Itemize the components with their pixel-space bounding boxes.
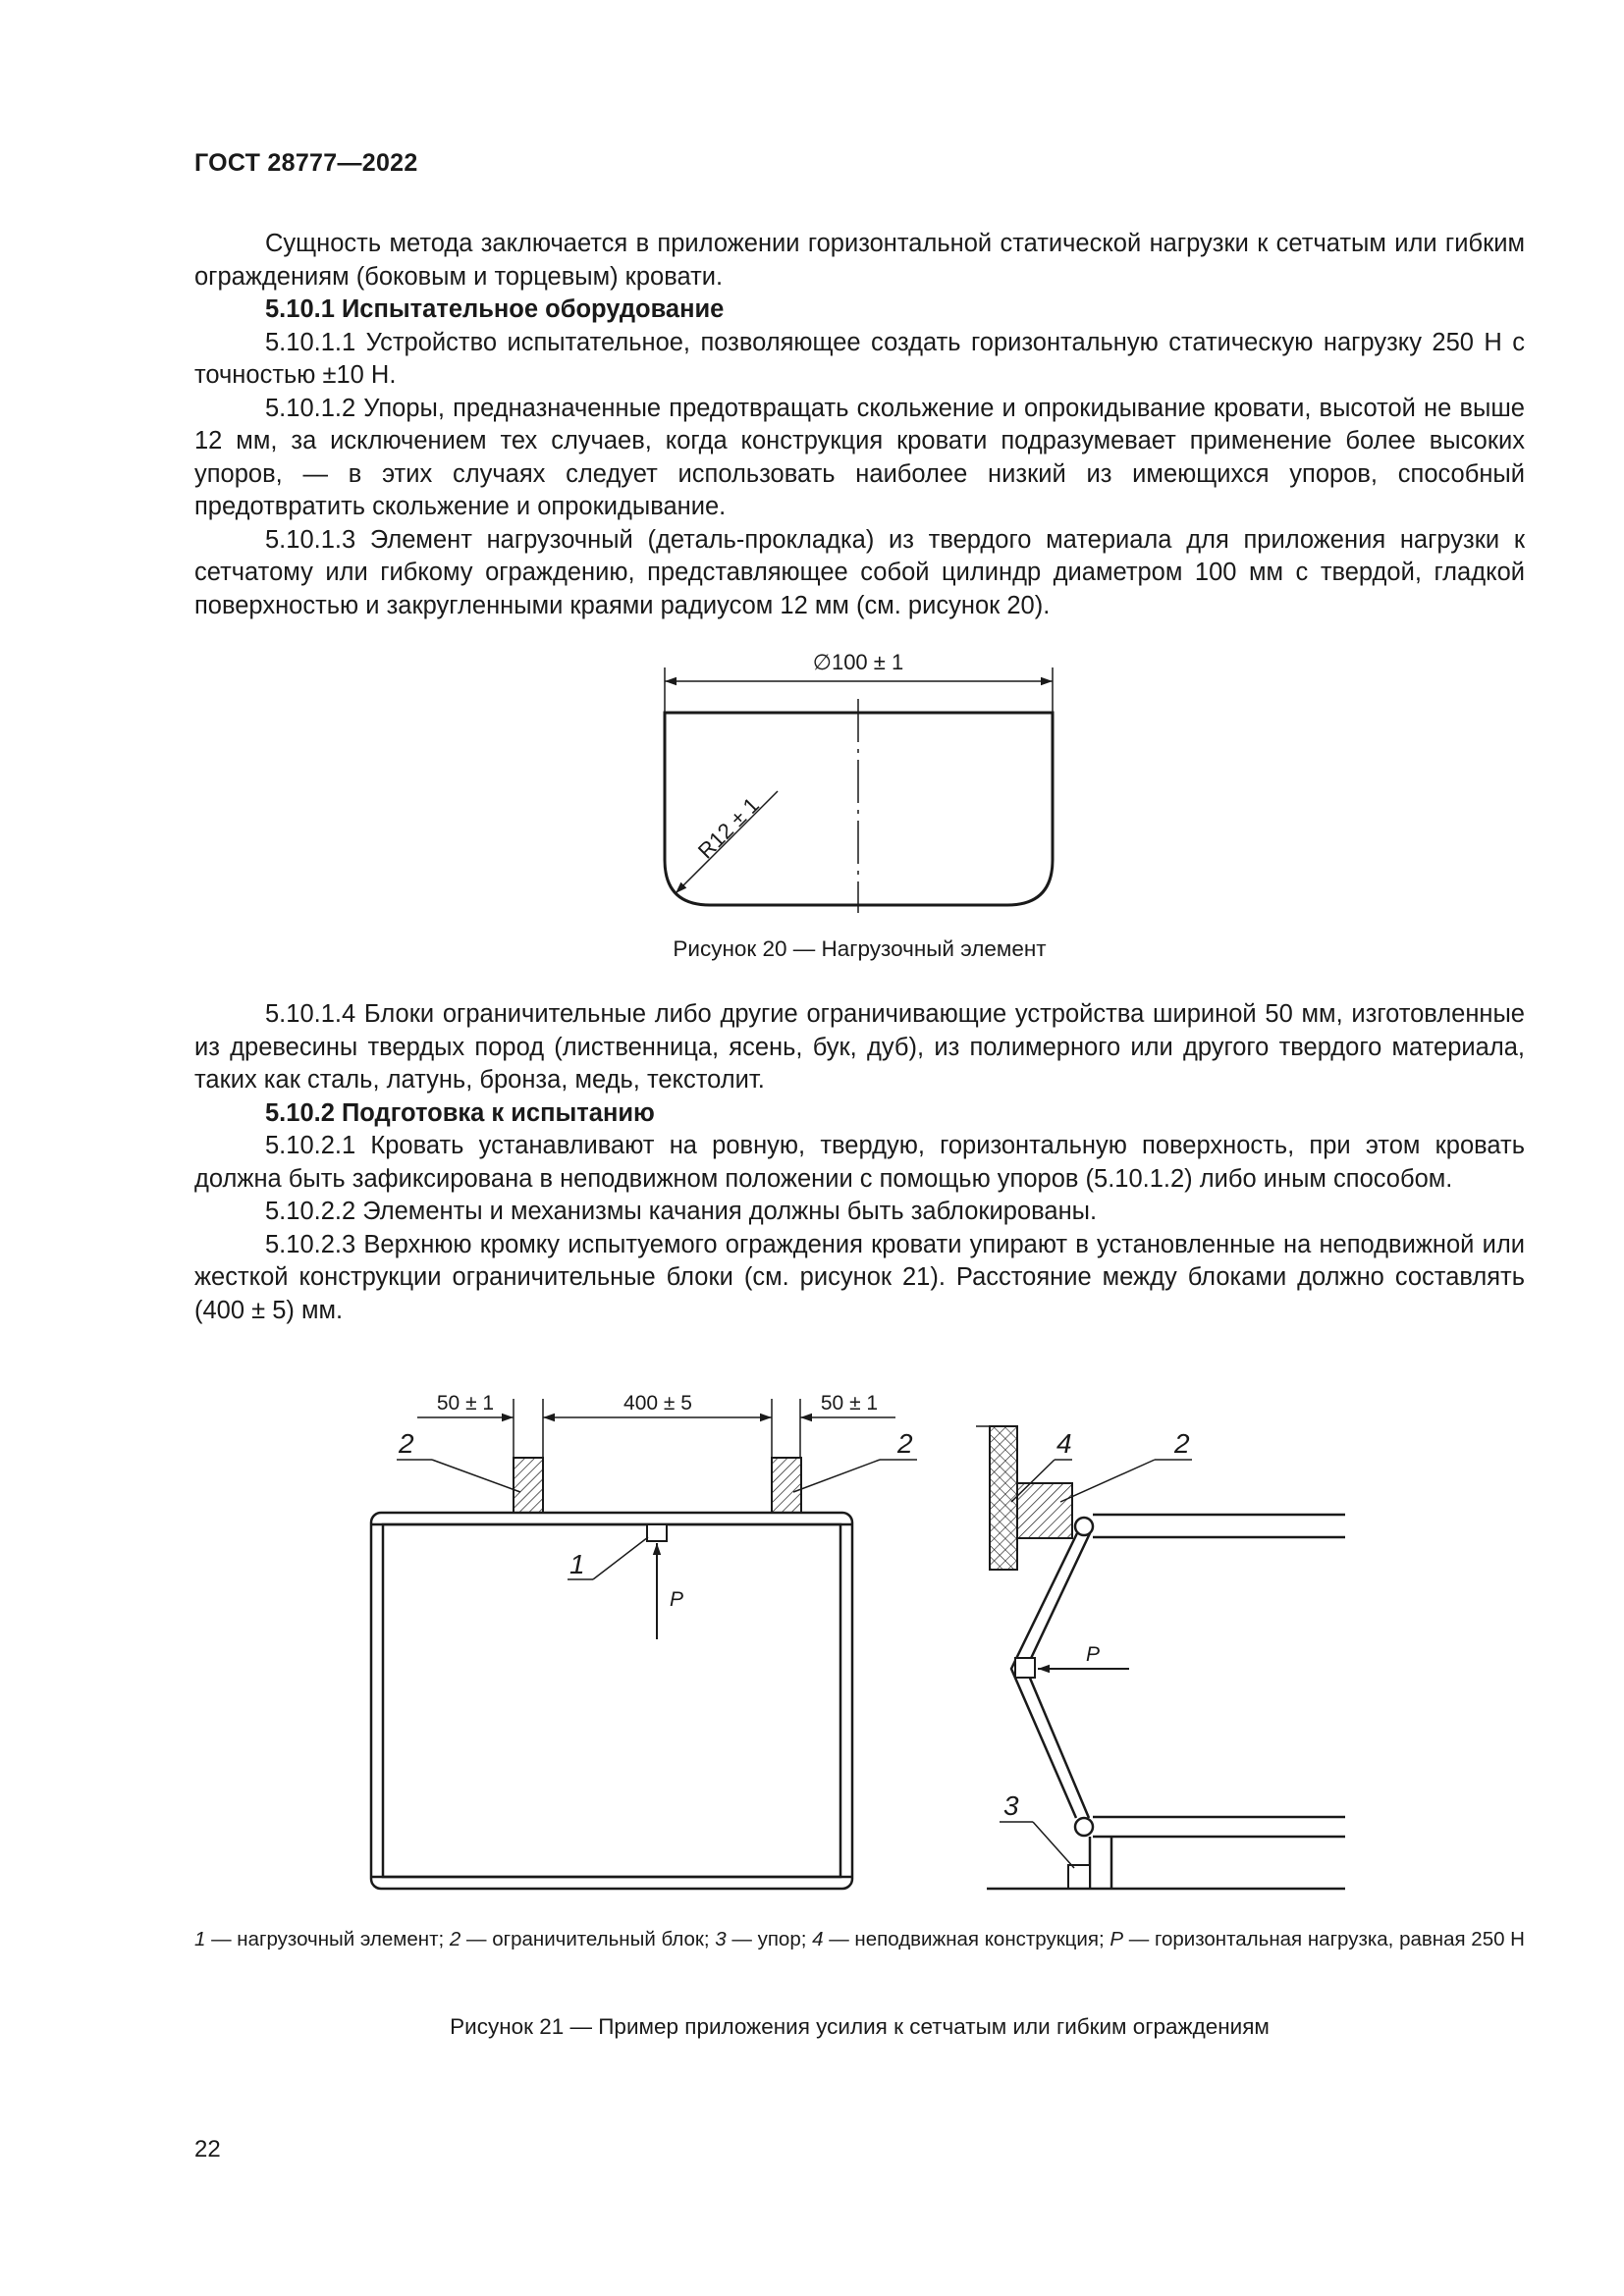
legend-text-1: — нагрузочный элемент; [205, 1928, 450, 1950]
dim-radius-label: R12 ± 1 [692, 792, 764, 864]
paragraph: 5.10.1.2 Упоры, предназначенные предотвращать скольжение и опрокидывание кровати, высотой не выше 12 мм, за исключением тех случаев, когда конструкция кровати подразумевает применение более высоких упоров, — в этих случаях следует использовать наиболее низкий из имеющихся упоров, способный предотвратить скольжение и опрокидывание. [194, 394, 1525, 520]
paragraph: 5.10.2.1 Кровать устанавливают на ровную, твердую, горизонтальную поверхность, при этом кровать должна быть зафиксирована в неподвижном положении с помощью упоров (5.10.1.2) либо иным способом. [194, 1132, 1525, 1193]
paragraph: 5.10.1.1 Устройство испытательное, позволяющее создать горизонтальную статическую нагрузку 250 Н с точностью ±10 Н. [194, 328, 1525, 389]
legend-num-1: 1 [194, 1928, 206, 1950]
leader-2-side-diag [1060, 1460, 1155, 1502]
figure-21-caption: Рисунок 21 — Пример приложения усилия к сетчатым или гибким ограждениям [450, 2014, 1270, 2039]
label-2-side: 2 [1174, 1428, 1190, 1459]
load-element-square [647, 1524, 667, 1541]
leader-1-diag [593, 1537, 648, 1579]
figure-21-drawing [0, 1374, 1624, 1904]
legend-text-4: — неподвижная конструкция; [823, 1928, 1110, 1950]
paragraph: 5.10.2.2 Элементы и механизмы качания должны быть заблокированы. [265, 1198, 1098, 1225]
paragraph: 5.10.2.3 Верхнюю кромку испытуемого ограждения кровати упирают в установленные на неподвижной или жесткой конструкции ограничительные блоки (см. рисунок 21). Расстояние между блоками должно составлять (400 ± 5) мм. [194, 1230, 1525, 1324]
leader-2-left-diag [432, 1460, 520, 1492]
legend-num-4: 4 [812, 1928, 824, 1950]
label-1: 1 [569, 1549, 585, 1579]
dim-middle-label: 400 ± 5 [623, 1392, 692, 1415]
paragraph: Сущность метода заключается в приложении горизонтальной статической нагрузки к сетчатым или гибким ограждениям (боковым и торцевым) кровати. [194, 230, 1525, 291]
hinge-bottom [1075, 1818, 1093, 1836]
dim-diameter-label: ∅100 ± 1 [812, 650, 904, 674]
label-2-right: 2 [897, 1428, 913, 1459]
leader-2-right-diag [793, 1460, 880, 1492]
section-heading: 5.10.2 Подготовка к испытанию [265, 1098, 655, 1127]
limiting-block-left [514, 1458, 543, 1513]
figure-20-drawing [0, 0, 1624, 982]
hinge-top [1075, 1518, 1093, 1535]
label-4: 4 [1056, 1428, 1072, 1459]
stop-block [1068, 1865, 1090, 1889]
legend-text-p: — горизонтальная нагрузка, равная 250 Н [1123, 1928, 1525, 1950]
figure-21-legend [194, 1926, 1525, 1953]
paragraph: 5.10.1.3 Элемент нагрузочный (деталь-прокладка) из твердого материала для приложения нагрузки к сетчатому или гибкому ограждению, представляющее собой цилиндр диаметром 100 мм с твердой, гладкой поверхностью и закругленными краями радиусом 12 мм (см. рисунок 20). [194, 525, 1525, 619]
dim-left-label: 50 ± 1 [436, 1392, 495, 1415]
leader-3-diag [1033, 1822, 1074, 1868]
label-p-side: P [1086, 1643, 1101, 1666]
paragraph: 5.10.1.4 Блоки ограничительные либо другие ограничивающие устройства шириной 50 мм, изготовленные из древесины твердых пород (лиственница, ясень, бук, дуб), из полимерного или другого твердого материала, таких как сталь, латунь, бронза, медь, текстолит. [194, 1000, 1525, 1094]
label-p-front: P [670, 1588, 684, 1611]
text-block-middle [194, 998, 1525, 1327]
section-heading: 5.10.1 Испытательное оборудование [265, 295, 725, 323]
label-3: 3 [1003, 1790, 1019, 1821]
load-element-side [1015, 1658, 1035, 1678]
legend-num-2: 2 [449, 1928, 461, 1950]
legend-text-3: — упор; [726, 1928, 813, 1950]
page-number: 22 [194, 2136, 221, 2163]
limiting-block-side [1017, 1483, 1072, 1538]
limiting-block-right [772, 1458, 801, 1513]
bed-frame-inner [383, 1524, 840, 1877]
bed-frame-outer [371, 1513, 852, 1889]
figure-20-caption: Рисунок 20 — Нагрузочный элемент [673, 936, 1047, 961]
legend-num-3: 3 [715, 1928, 727, 1950]
fixed-structure [990, 1426, 1017, 1570]
legend-text-2: — ограничительный блок; [460, 1928, 716, 1950]
document-header: ГОСТ 28777—2022 [194, 149, 418, 177]
legend-num-p: P [1110, 1928, 1124, 1950]
dim-right-label: 50 ± 1 [820, 1392, 879, 1415]
label-2-left: 2 [399, 1428, 414, 1459]
